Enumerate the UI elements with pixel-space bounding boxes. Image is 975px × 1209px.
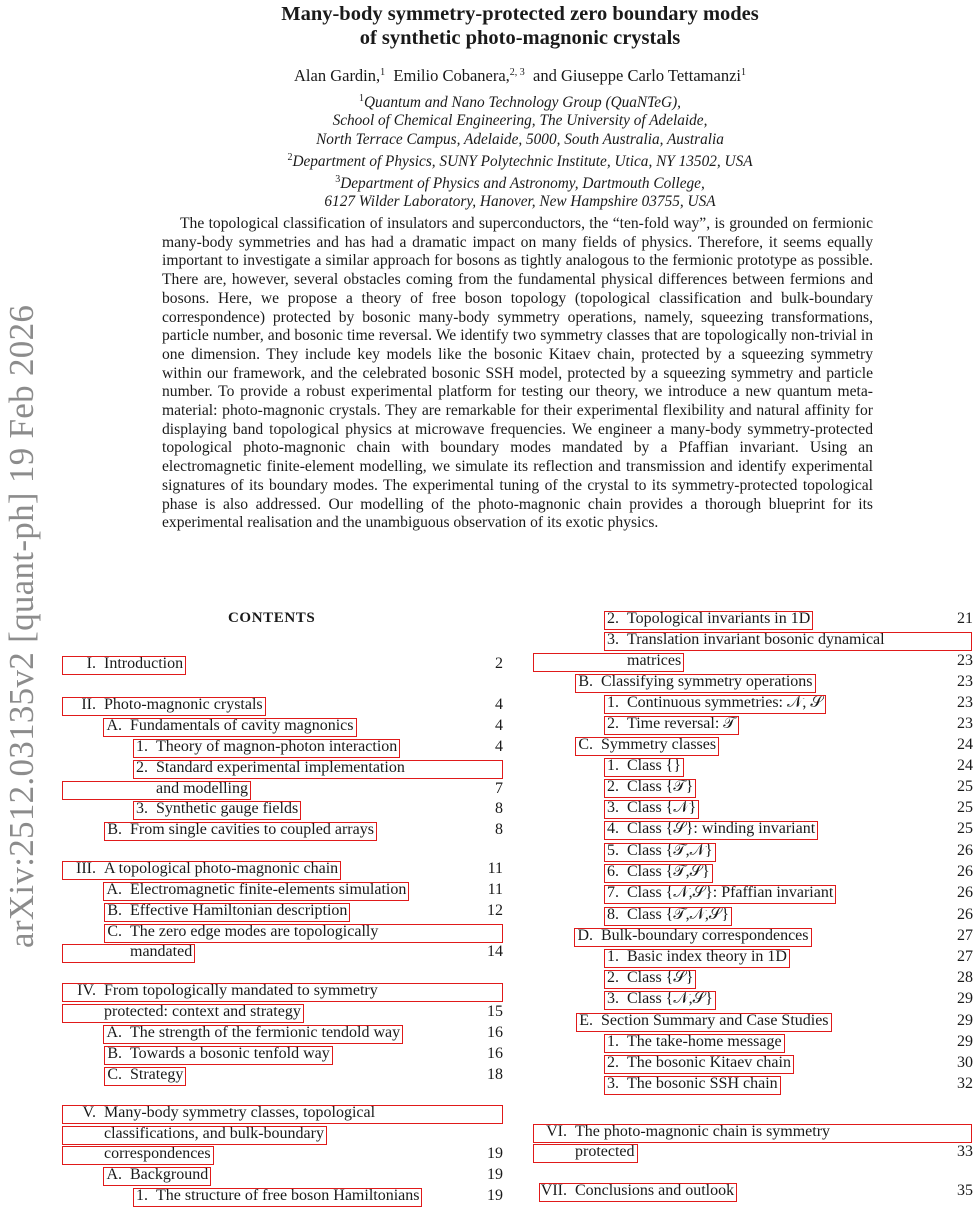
affiliation-line: School of Chemical Engineering, The University of Adelaide,	[332, 112, 708, 130]
toc-entry-label: Topological invariants in 1D	[627, 610, 811, 627]
toc-entry-number: 8.	[607, 906, 619, 923]
toc-link-box[interactable]	[104, 1067, 186, 1086]
toc-page-number: 30	[957, 1054, 973, 1071]
toc-entry-number: 1.	[607, 948, 619, 965]
toc-link-box[interactable]	[62, 1146, 214, 1165]
toc-page-number: 25	[957, 799, 973, 816]
toc-page-number: 11	[487, 860, 503, 877]
toc-entry-number: D.	[577, 927, 593, 944]
toc-page-number: 16	[487, 1024, 503, 1041]
affiliation-line: $^2$Department of Physics, SUNY Polytechnic Institute, Utica, NY 13502, USA	[287, 151, 753, 170]
toc-link-box[interactable]	[103, 1025, 403, 1044]
toc-entry-label: Towards a bosonic tenfold way	[130, 1045, 330, 1062]
toc-entry-label: Class {𝒩,𝒮}	[627, 990, 713, 1007]
toc-link-box[interactable]	[103, 1167, 211, 1186]
toc-entry-label: From topologically mandated to symmetry	[104, 982, 378, 999]
affiliation-line: $^3$Department of Physics and Astronomy, Dartmouth College,	[335, 174, 705, 193]
toc-link-box[interactable]	[533, 653, 684, 672]
toc-link-box[interactable]	[604, 758, 684, 777]
toc-entry-number: 1.	[136, 1187, 148, 1204]
toc-entry-number: 1.	[607, 757, 619, 774]
toc-entry-number: 1.	[607, 694, 619, 711]
toc-link-box[interactable]	[62, 1004, 304, 1023]
toc-page-number: 18	[487, 1066, 503, 1083]
toc-entry-label: and modelling	[156, 780, 248, 797]
toc-link-box[interactable]	[104, 1046, 332, 1065]
toc-entry-label: protected	[575, 1143, 635, 1160]
toc-page-number: 19	[487, 1166, 503, 1183]
toc-entry-label: Class {𝒮}: winding invariant	[627, 820, 816, 837]
toc-entry-number: II.	[81, 696, 96, 713]
toc-entry-label: Strategy	[130, 1066, 184, 1083]
toc-page-number: 29	[957, 1033, 973, 1050]
toc-entry-label: Class {𝒯,𝒩}	[627, 842, 713, 859]
toc-entry-number: B.	[107, 1045, 122, 1062]
toc-entry-label: The bosonic SSH chain	[627, 1075, 778, 1092]
toc-link-box[interactable]	[604, 716, 739, 735]
toc-link-box[interactable]	[604, 949, 790, 968]
toc-entry-number: E.	[579, 1012, 593, 1029]
toc-entry-label: Translation invariant bosonic dynamical	[627, 631, 885, 648]
toc-entry-number: IV.	[77, 982, 96, 999]
toc-link-box[interactable]	[604, 611, 813, 630]
toc-page-number: 26	[957, 842, 973, 859]
toc-page-number: 21	[957, 610, 973, 627]
toc-page-number: 23	[957, 673, 973, 690]
toc-entry-number: 3.	[607, 990, 619, 1007]
toc-link-box[interactable]	[62, 1105, 503, 1124]
toc-page-number: 24	[957, 757, 973, 774]
toc-entry-number: 3.	[607, 631, 619, 648]
toc-entry-number: 1.	[607, 1033, 619, 1050]
toc-entry-number: C.	[578, 736, 593, 753]
toc-link-box[interactable]	[133, 801, 301, 820]
toc-link-box[interactable]	[576, 1013, 831, 1032]
paper-title	[0, 2, 975, 50]
toc-entry-label: Basic index theory in 1D	[627, 948, 787, 965]
toc-page-number: 26	[957, 863, 973, 880]
toc-entry-label: Time reversal: 𝒯	[627, 715, 736, 732]
toc-page-number: 26	[957, 884, 973, 901]
toc-page-number: 28	[957, 969, 973, 986]
toc-entry-number: VII.	[540, 1182, 567, 1199]
toc-entry-label: The structure of free boson Hamiltonians	[156, 1187, 420, 1204]
toc-entry-number: C.	[107, 1066, 122, 1083]
toc-entry-number: VI.	[546, 1123, 567, 1140]
toc-page-number: 7	[495, 780, 503, 797]
toc-page-number: 4	[495, 738, 503, 755]
toc-link-box[interactable]	[575, 737, 719, 756]
toc-page-number: 25	[957, 778, 973, 795]
toc-page-number: 23	[957, 715, 973, 732]
toc-page-number: 29	[957, 1012, 973, 1029]
toc-entry-label: Bulk-boundary correspondences	[601, 927, 809, 944]
toc-link-box[interactable]	[604, 695, 826, 714]
toc-link-box[interactable]	[604, 632, 972, 651]
arxiv-identifier-stamp: arXiv:2512.03135v2 [quant-ph] 19 Feb 2026	[2, 304, 41, 948]
toc-entry-number: V.	[82, 1104, 96, 1121]
toc-entry-label: The take-home message	[627, 1033, 782, 1050]
toc-entry-label: Class {𝒩,𝒮}: Pfaffian invariant	[627, 884, 834, 901]
toc-page-number: 25	[957, 820, 973, 837]
toc-entry-label: matrices	[627, 652, 682, 669]
toc-link-box[interactable]	[62, 944, 195, 963]
toc-entry-number: III.	[76, 860, 96, 877]
toc-entry-label: Class {𝒯}	[627, 778, 694, 795]
toc-entry-number: A.	[106, 717, 122, 734]
toc-entry-number: B.	[578, 673, 593, 690]
toc-page-number: 33	[957, 1143, 973, 1160]
toc-link-box[interactable]	[604, 1076, 781, 1095]
affiliation-line: 6127 Wilder Laboratory, Hanover, New Hampshire 03755, USA	[324, 193, 716, 211]
toc-link-box[interactable]	[604, 991, 716, 1010]
toc-entry-label: Symmetry classes	[601, 736, 717, 753]
toc-entry-label: mandated	[130, 943, 193, 960]
toc-entry-label: Standard experimental implementation	[156, 759, 405, 776]
toc-page-number: 14	[487, 943, 503, 960]
toc-link-box[interactable]	[575, 674, 815, 693]
toc-page-number: 27	[957, 927, 973, 944]
toc-entry-number: A.	[106, 1166, 122, 1183]
toc-page-number: 23	[957, 694, 973, 711]
author: Alan Gardin,$^1$	[294, 66, 386, 85]
toc-link-box[interactable]	[574, 928, 811, 947]
toc-link-box[interactable]	[604, 864, 713, 883]
toc-entry-number: C.	[107, 923, 122, 940]
toc-link-box[interactable]	[133, 739, 400, 758]
toc-entry-label: Many-body symmetry classes, topological	[104, 1104, 376, 1121]
toc-entry-label: correspondences	[104, 1145, 211, 1162]
toc-link-box[interactable]	[604, 885, 836, 904]
toc-page-number: 4	[495, 717, 503, 734]
toc-link-box[interactable]	[62, 697, 266, 716]
toc-link-box[interactable]	[62, 861, 341, 880]
toc-link-box[interactable]	[533, 1144, 638, 1163]
toc-link-box[interactable]	[604, 821, 818, 840]
toc-entry-label: Class {𝒩}	[627, 799, 697, 816]
toc-link-box[interactable]	[604, 843, 716, 862]
author-list	[0, 66, 975, 86]
toc-entry-number: 2.	[607, 969, 619, 986]
toc-entry-label: Continuous symmetries: 𝒩, 𝒮	[627, 694, 823, 711]
toc-page-number: 8	[495, 821, 503, 838]
toc-page-number: 11	[487, 881, 503, 898]
toc-page-number: 19	[487, 1145, 503, 1162]
toc-link-box[interactable]	[604, 1034, 785, 1053]
toc-link-box[interactable]	[103, 718, 356, 737]
toc-entry-number: B.	[107, 902, 122, 919]
affiliations	[0, 90, 975, 212]
toc-link-box[interactable]	[62, 656, 186, 675]
toc-entry-label: The zero edge modes are topologically	[130, 923, 379, 940]
toc-entry-label: The bosonic Kitaev chain	[627, 1054, 791, 1071]
affiliation-line: North Terrace Campus, Adelaide, 5000, South Australia, Australia	[316, 130, 724, 148]
toc-page-number: 2	[495, 655, 503, 672]
contents-heading: CONTENTS	[228, 610, 316, 626]
toc-link-box[interactable]	[133, 1188, 422, 1207]
toc-page-number: 16	[487, 1045, 503, 1062]
toc-entry-number: 5.	[607, 842, 619, 859]
toc-entry-number: 3.	[607, 1075, 619, 1092]
toc-link-box[interactable]	[604, 970, 696, 989]
toc-page-number: 35	[957, 1182, 973, 1199]
toc-entry-label: Synthetic gauge fields	[156, 800, 299, 817]
toc-entry-label: Section Summary and Case Studies	[601, 1012, 829, 1029]
toc-link-box[interactable]	[604, 800, 699, 819]
toc-entry-label: Fundamentals of cavity magnonics	[130, 717, 354, 734]
toc-entry-label: A topological photo-magnonic chain	[104, 860, 339, 877]
toc-entry-label: Classifying symmetry operations	[601, 673, 813, 690]
toc-entry-label: Class {𝒮}	[627, 969, 694, 986]
toc-link-box[interactable]	[104, 903, 350, 922]
toc-entry-label: Effective Hamiltonian description	[130, 902, 348, 919]
toc-entry-number: 3.	[136, 800, 148, 817]
toc-entry-number: 2.	[136, 759, 148, 776]
toc-entry-label: Electromagnetic finite-elements simulation	[130, 881, 407, 898]
toc-page-number: 26	[957, 906, 973, 923]
toc-entry-label: Photo-magnonic crystals	[104, 696, 263, 713]
toc-entry-number: 2.	[607, 610, 619, 627]
title-line-2: of synthetic photo-magnonic crystals	[359, 27, 681, 49]
toc-entry-label: Conclusions and outlook	[575, 1182, 735, 1199]
toc-entry-number: 2.	[607, 715, 619, 732]
toc-page-number: 27	[957, 948, 973, 965]
toc-page-number: 24	[957, 736, 973, 753]
toc-entry-label: Theory of magnon-photon interaction	[156, 738, 398, 755]
toc-entry-label: The photo-magnonic chain is symmetry	[575, 1123, 831, 1140]
title-line-1: Many-body symmetry-protected zero boundary modes	[281, 3, 759, 25]
affiliation-line: $^1$Quantum and Nano Technology Group (QuaNTeG),	[359, 93, 681, 111]
toc-entry-number: A.	[106, 1024, 122, 1041]
toc-entry-number: 1.	[136, 738, 148, 755]
toc-page-number: 29	[957, 990, 973, 1007]
toc-link-box[interactable]	[604, 1055, 794, 1074]
toc-entry-label: Introduction	[104, 655, 184, 672]
toc-entry-label: Class {𝒯,𝒩,𝒮}	[627, 906, 729, 923]
toc-entry-label: From single cavities to coupled arrays	[130, 821, 374, 838]
toc-entry-label: Class {}	[627, 757, 682, 774]
toc-link-box[interactable]	[539, 1183, 737, 1202]
toc-entry-number: 6.	[607, 863, 619, 880]
toc-link-box[interactable]	[133, 760, 503, 779]
author: and Giuseppe Carlo Tettamanzi$^1$	[533, 66, 746, 85]
author: Emilio Cobanera,$^{2, 3}$	[393, 66, 525, 85]
toc-page-number: 8	[495, 800, 503, 817]
toc-entry-label: Class {𝒯,𝒮}	[627, 863, 710, 880]
toc-page-number: 15	[487, 1003, 503, 1020]
toc-entry-number: A.	[106, 881, 122, 898]
toc-link-box[interactable]	[103, 882, 409, 901]
toc-entry-number: 2.	[607, 1054, 619, 1071]
toc-link-box[interactable]	[62, 983, 503, 1002]
toc-entry-label: protected: context and strategy	[104, 1003, 301, 1020]
toc-entry-label: Background	[130, 1166, 209, 1183]
toc-entry-number: 3.	[607, 799, 619, 816]
toc-entry-number: B.	[107, 821, 122, 838]
toc-entry-label: The strength of the fermionic tendold way	[130, 1024, 401, 1041]
toc-entry-number: 7.	[607, 884, 619, 901]
toc-entry-number: 4.	[607, 820, 619, 837]
toc-entry-number: 2.	[607, 778, 619, 795]
toc-entry-label: classifications, and bulk-boundary	[104, 1125, 324, 1142]
toc-entry-number: I.	[86, 655, 96, 672]
toc-link-box[interactable]	[604, 907, 732, 926]
toc-page-number: 12	[487, 902, 503, 919]
toc-page-number: 23	[957, 652, 973, 669]
toc-page-number: 32	[957, 1075, 973, 1092]
toc-link-box[interactable]	[604, 779, 696, 798]
toc-page-number: 4	[495, 696, 503, 713]
toc-page-number: 19	[487, 1187, 503, 1204]
abstract: The topological classification of insulators and superconductors, the “ten-fold way”, is grounded on fermionic many-body symmetries and has had a dramatic impact on many fields of physics. Therefore, it seems equally important to investigate a similar approach for bosons as tightly analogous to the fermionic prototype as possible. There are, however, several obstacles coming from the fundamental physical differences between fermions and bosons. Here, we propose a theory of free boson topology (topological classification and bulk-boundary correspondence) protected by bosonic many-body symmetry operations, namely, squeezing transformations, particle number, and bosonic time reversal. We identify two symmetry classes that are topologically non-trivial in one dimension. They include key models like the bosonic Kitaev chain, protected by a squeezing symmetry within our framework, and the celebrated bosonic SSH model, protected by a squeezing symmetry and particle number. To provide a robust experimental platform for testing our theory, we introduce a new quantum meta-material: photo-magnonic crystals. They are remarkable for their experimental flexibility and natural affinity for displaying band topological physics at microwave frequencies. We engineer a many-body symmetry-protected topological photo-magnonic chain with boundary modes mandated by a Pfaffian invariant. Using an electromagnetic finite-element modelling, we simulate its reflection and transmission and identify experimental signatures of its boundary modes. The experimental tuning of the crystal to its symmetry-protected topological phase is also addressed. Our modelling of the photo-magnonic chain provides a thorough blueprint for its experimental realisation and the unambiguous observation of its exotic physics.	[162, 215, 873, 532]
toc-link-box[interactable]	[104, 822, 377, 841]
